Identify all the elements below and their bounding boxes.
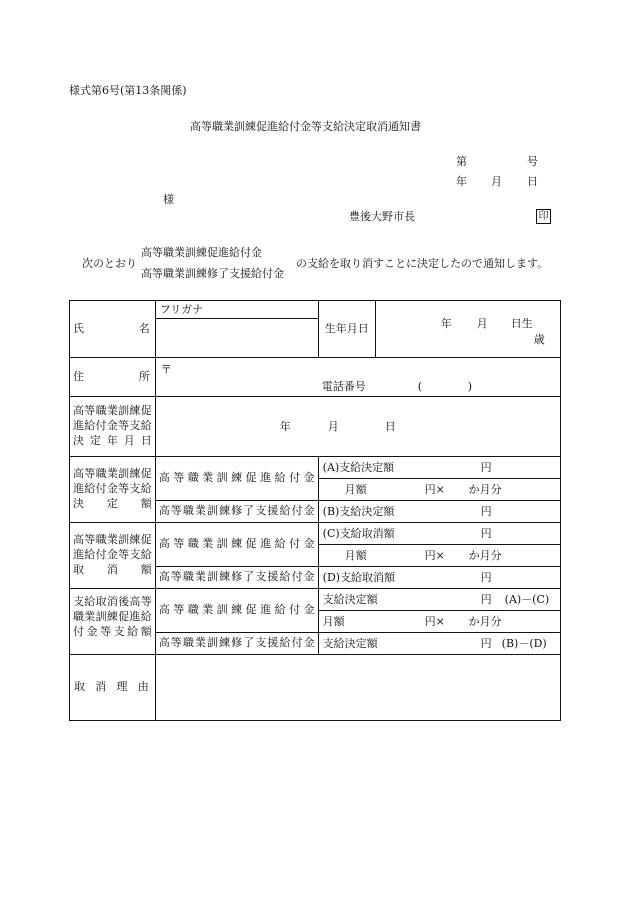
c-months: か月分 [468,549,502,562]
section3-promo-label: 高等職業訓練促進給付金 [155,589,318,633]
final-completion-label: 支給決定額 [322,637,378,650]
section2-completion-label: 高等職業訓練修了支援給付金 [155,567,318,589]
notice-form-table [69,300,561,721]
birth-year: 年 [440,317,452,330]
b-minus-d: (B)－(D) [501,637,547,650]
phone-open-paren: ( [417,380,422,393]
section3-label: 支給取消後高等職業訓練促進給付金等支給額 [70,589,156,655]
a-months: か月分 [468,483,502,496]
c-cancel-amount-field[interactable] [318,523,560,545]
d-cancel-amount-field[interactable] [318,567,560,589]
c-yen: 円 [480,527,492,540]
issuer-name: 豊後大野市長 [349,210,415,223]
c-cancel-label: (C)支給取消額 [322,527,395,540]
section1-promo-label: 高等職業訓練促進給付金 [155,457,318,501]
reason-label: 取消理由 [70,655,156,721]
doc-number-suffix: 号 [527,155,538,168]
section2-label: 高等職業訓練促進給付金等支給取消額 [70,523,156,589]
address-field[interactable] [155,358,560,397]
b-yen: 円 [480,505,492,518]
a-monthly-label: 月額 [344,483,367,496]
final-promo-label: 支給決定額 [322,593,378,606]
d-cancel-label: (D)支給取消額 [322,571,396,584]
final-promo-amount-field[interactable] [318,589,560,611]
b-decided-amount-field[interactable] [318,501,560,523]
final-completion-amount-field[interactable] [318,633,560,655]
date-year: 年 [456,175,467,188]
phone-close-paren: ) [467,380,472,393]
c-monthly-field[interactable] [318,545,560,567]
decision-year: 年 [279,420,291,433]
address-label-cell [70,358,156,397]
phone-label: 電話番号 [321,380,366,393]
reason-field[interactable] [155,655,560,721]
final-monthly-label: 月額 [322,615,345,628]
a-minus-c: (A)－(C) [504,593,550,606]
date-day: 日 [527,175,538,188]
final-yen-times: 円× [424,615,445,628]
date-month: 月 [491,175,502,188]
a-decided-label: (A)支給決定額 [322,461,395,474]
d-yen: 円 [480,571,492,584]
doc-number-prefix: 第 [456,155,467,168]
c-monthly-label: 月額 [344,549,367,562]
age-suffix: 歳 [533,333,545,346]
name-field[interactable] [155,301,318,358]
notice-option-promotion: 高等職業訓練促進給付金 [141,246,262,259]
document-title: 高等職業訓練促進給付金等支給決定取消通知書 [190,120,421,133]
a-yen-times: 円× [424,483,445,496]
birth-label-cell [318,301,375,358]
address-label-b: 所 [138,369,150,383]
furigana-label: フリガナ [159,303,204,316]
c-yen-times: 円× [424,549,445,562]
final-promo-yen: 円 [480,593,492,606]
a-yen: 円 [480,461,492,474]
name-label-cell [70,301,156,358]
name-label-a: 氏 [73,321,84,335]
decision-date-field[interactable] [155,397,560,457]
birth-month: 月 [476,317,488,330]
final-completion-yen: 円 [480,637,492,650]
decision-day: 日 [384,420,396,433]
section1-label: 高等職業訓練促進給付金等支給決定額 [70,457,156,523]
notice-prefix: 次のとおり [82,257,137,270]
birth-label: 生年月日 [324,321,369,335]
form-number: 様式第6号(第13条関係) [69,84,187,97]
decision-month: 月 [327,420,339,433]
a-monthly-field[interactable] [318,479,560,501]
notice-suffix: の支給を取り消すことに決定したので通知します。 [296,257,549,270]
seal-mark: 印 [536,209,551,224]
final-months: か月分 [468,615,502,628]
final-monthly-field[interactable] [318,611,560,633]
section3-completion-label: 高等職業訓練修了支援給付金 [155,633,318,655]
addressee-suffix: 様 [163,193,174,206]
address-label-a: 住 [73,369,84,383]
section1-completion-label: 高等職業訓練修了支援給付金 [155,501,318,523]
section2-promo-label: 高等職業訓練促進給付金 [155,523,318,567]
postal-mark: 〒 [160,363,172,376]
b-decided-label: (B)支給決定額 [322,505,395,518]
notice-option-completion: 高等職業訓練修了支援給付金 [141,267,284,280]
birth-day: 日生 [510,317,533,330]
decision-date-label: 高等職業訓練促進給付金等支給決定年月日 [70,397,156,457]
birth-date-field[interactable] [375,301,560,358]
name-label-b: 名 [138,321,150,335]
a-decided-amount-field[interactable] [318,457,560,479]
